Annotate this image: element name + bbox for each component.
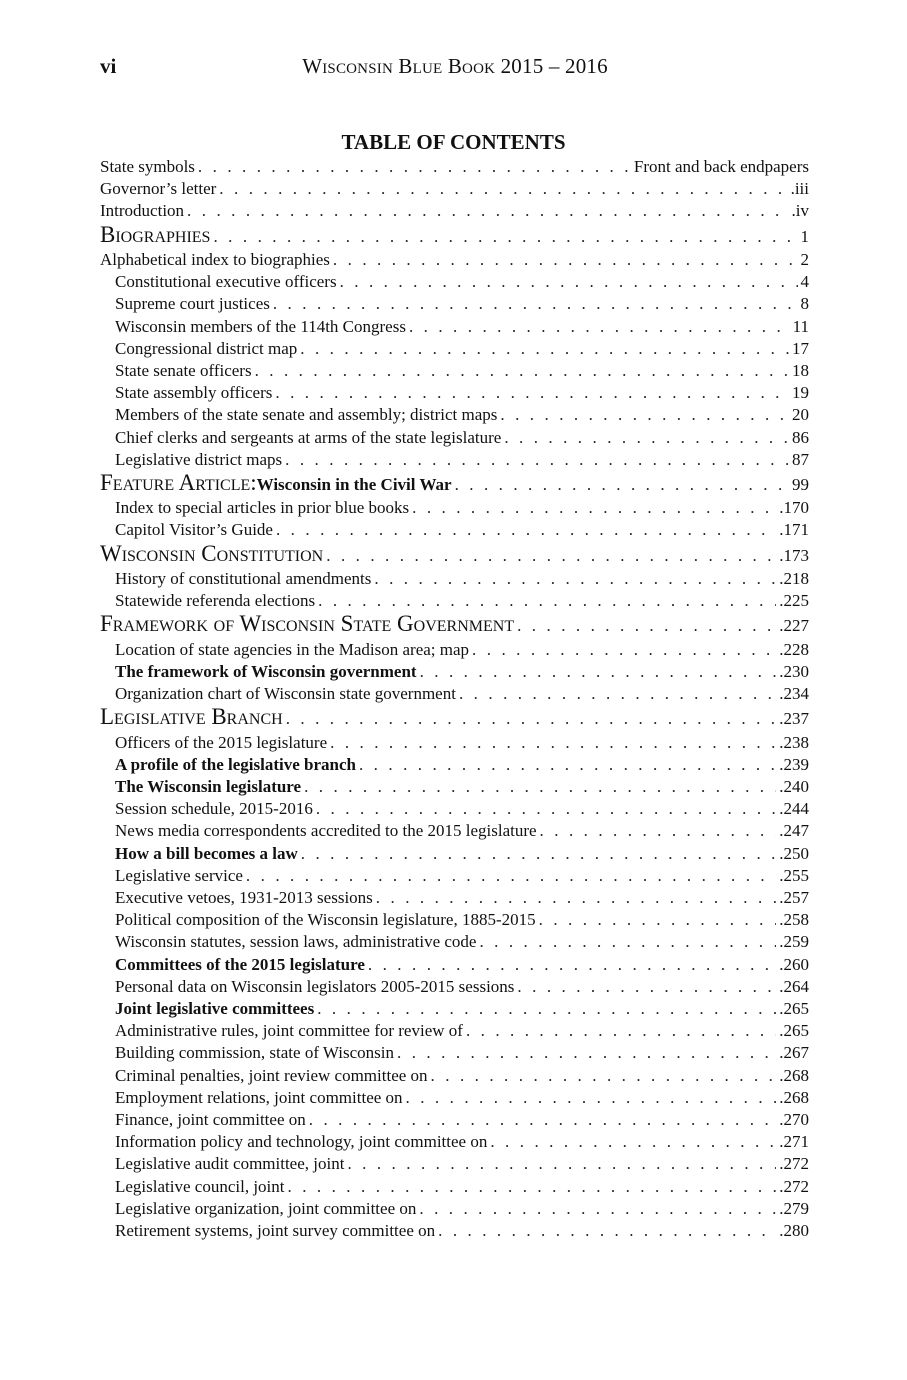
toc-section-heading[interactable]: Feature Article: Wisconsin in the Civil War . . . 99	[100, 471, 809, 497]
toc-entry[interactable]: Employment relations, joint committee on . . . .268	[100, 1087, 809, 1109]
toc-entry[interactable]: Legislative district maps . . . 87	[100, 449, 809, 471]
table-of-contents	[100, 156, 809, 1242]
toc-entry[interactable]: Legislative audit committee, joint . . . .272	[100, 1153, 809, 1175]
toc-entry[interactable]: State senate officers . . . 18	[100, 360, 809, 382]
toc-entry[interactable]: Statewide referenda elections . . . .225	[100, 590, 809, 612]
toc-entry[interactable]: The framework of Wisconsin government . . . .230	[100, 661, 809, 683]
toc-entry[interactable]: Finance, joint committee on . . . .270	[100, 1109, 809, 1131]
toc-section-heading[interactable]: Biographies . . . 1	[100, 223, 809, 249]
toc-entry[interactable]: Legislative service . . . .255	[100, 865, 809, 887]
toc-entry[interactable]: State symbols . . . Front and back endpapers	[100, 156, 809, 178]
toc-entry[interactable]: Joint legislative committees . . . .265	[100, 998, 809, 1020]
toc-entry[interactable]: Retirement systems, joint survey committee on . . . .280	[100, 1220, 809, 1242]
toc-entry[interactable]: Capitol Visitor’s Guide . . . .171	[100, 519, 809, 541]
toc-entry[interactable]: Wisconsin members of the 114th Congress . . . 11	[100, 316, 809, 338]
toc-entry[interactable]: Supreme court justices . . . 8	[100, 293, 809, 315]
toc-title: TABLE OF CONTENTS	[341, 130, 566, 154]
toc-entry[interactable]: Location of state agencies in the Madison area; map . . . .228	[100, 639, 809, 661]
toc-entry[interactable]: State assembly officers . . . 19	[100, 382, 809, 404]
toc-entry[interactable]: Legislative organization, joint committee on . . . .279	[100, 1198, 809, 1220]
running-title: Wisconsin Blue Book 2015 – 2016	[302, 54, 608, 78]
toc-entry[interactable]: Building commission, state of Wisconsin . . . .267	[100, 1042, 809, 1064]
toc-entry[interactable]: Constitutional executive officers . . . 4	[100, 271, 809, 293]
toc-entry[interactable]: Chief clerks and sergeants at arms of the state legislature . . . 86	[100, 427, 809, 449]
toc-entry[interactable]: How a bill becomes a law . . . .250	[100, 843, 809, 865]
toc-entry[interactable]: Introduction . . . .iv	[100, 200, 809, 222]
page-header	[100, 54, 810, 82]
toc-entry[interactable]: History of constitutional amendments . . . .218	[100, 568, 809, 590]
toc-entry[interactable]: A profile of the legislative branch . . . .239	[100, 754, 809, 776]
toc-entry[interactable]: Session schedule, 2015-2016 . . . .244	[100, 798, 809, 820]
toc-entry[interactable]: Congressional district map . . . 17	[100, 338, 809, 360]
toc-entry[interactable]: Organization chart of Wisconsin state government . . . .234	[100, 683, 809, 705]
toc-entry[interactable]: The Wisconsin legislature . . . .240	[100, 776, 809, 798]
toc-entry[interactable]: Personal data on Wisconsin legislators 2005-2015 sessions . . . .264	[100, 976, 809, 998]
toc-section-heading[interactable]: Legislative Branch . . . .237	[100, 705, 809, 731]
toc-entry[interactable]: Committees of the 2015 legislature . . . .260	[100, 954, 809, 976]
toc-section-heading[interactable]: Wisconsin Constitution . . . .173	[100, 542, 809, 568]
toc-entry[interactable]: Criminal penalties, joint review committee on . . . .268	[100, 1065, 809, 1087]
toc-entry[interactable]: Officers of the 2015 legislature . . . .238	[100, 732, 809, 754]
toc-entry[interactable]: Governor’s letter . . . .iii	[100, 178, 809, 200]
toc-entry[interactable]: Executive vetoes, 1931-2013 sessions . . . .257	[100, 887, 809, 909]
toc-entry[interactable]: Information policy and technology, joint committee on . . . .271	[100, 1131, 809, 1153]
toc-entry[interactable]: Legislative council, joint . . . .272	[100, 1176, 809, 1198]
page-number: vi	[100, 54, 117, 78]
toc-entry[interactable]: Index to special articles in prior blue books . . . .170	[100, 497, 809, 519]
feature-article-title: Wisconsin in the Civil War	[256, 474, 452, 494]
toc-entry[interactable]: News media correspondents accredited to the 2015 legislature . . . .247	[100, 820, 809, 842]
toc-entry[interactable]: Administrative rules, joint committee for review of . . . .265	[100, 1020, 809, 1042]
toc-entry[interactable]: Wisconsin statutes, session laws, administrative code . . . .259	[100, 931, 809, 953]
toc-section-heading[interactable]: Framework of Wisconsin State Government . . . .227	[100, 612, 809, 638]
toc-entry[interactable]: Alphabetical index to biographies . . . 2	[100, 249, 809, 271]
toc-entry[interactable]: Political composition of the Wisconsin legislature, 1885-2015 . . . .258	[100, 909, 809, 931]
toc-entry[interactable]: Members of the state senate and assembly; district maps . . . 20	[100, 404, 809, 426]
